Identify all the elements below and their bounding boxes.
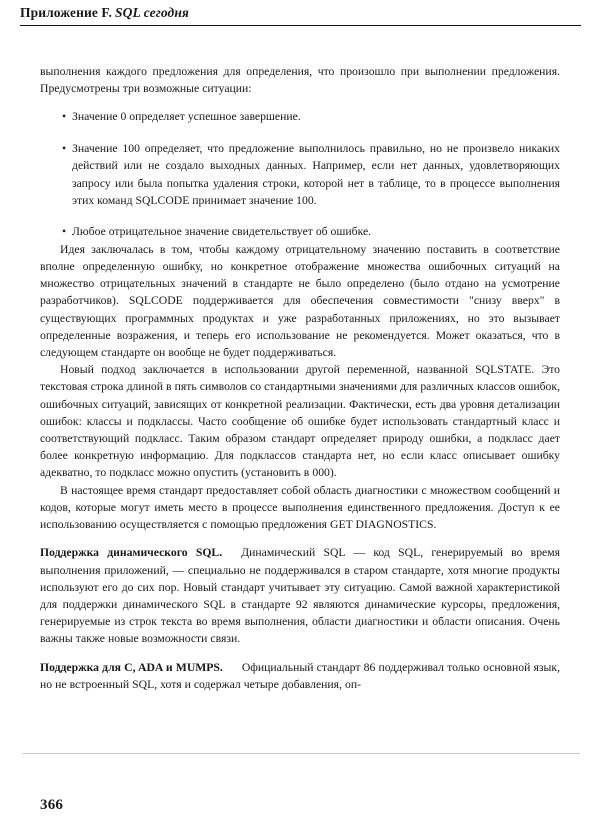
section-c-ada-mumps-heading: Поддержка для C, ADA и MUMPS.	[40, 660, 223, 674]
paragraph-sqlstate: Новый подход заключается в использовании другой переменной, названной SQLSTATE. Это текстовая строка длиной в пять символов со стандартными значениями для различных классов ошибок, ошибочных ситуаций, зависящих от конкретной реализации. Фактически, есть два уровня детализации ошибок: классы и подклассы. Часто сообщение об ошибке будет использовать стандартный класс и соответствующий подкласс. Таким образом стандарт определяет природу ошибки, а подкласс дает более конкретную информацию. Для подклассов стандарта нет, но если класс описывает ошибку адекватно, то подкласс можно опустить (установить в 000).	[40, 363, 560, 480]
section-c-ada-mumps	[40, 659, 560, 693]
running-head	[20, 5, 580, 25]
section-dynamic-sql-heading: Поддержка динамического SQL.	[40, 546, 223, 560]
page-number: 366	[40, 797, 64, 813]
list-item-text: Значение 0 определяет успешное завершение.	[72, 110, 301, 124]
intro-paragraph: выполнения каждого предложения для определения, что произошло при выполнении предложения. Предусмотрены три возможные ситуации:	[40, 65, 560, 96]
list-item-text: Значение 100 определяет, что предложение выполнилось правильно, но не произвело никаких действий или не создало выходных данных. Например, если нет данных, удовлетворяющих запросу или была попытка удаления строки, которой нет в таблице, то в процессе выполнения этих команд SQLCODE принимает значение 100.	[72, 141, 560, 208]
list-item-text: Любое отрицательное значение свидетельствует об ошибке.	[72, 225, 372, 239]
list-item	[40, 108, 560, 125]
bullet-marker-icon: •	[62, 110, 67, 124]
running-head-title: SQL сегодня	[114, 5, 189, 20]
list-item	[40, 223, 560, 240]
paragraph-sqlcode: Идея заключалась в том, чтобы каждому отрицательному значению поставить в соответствие вполне определенную ошибку, но конкретное отображение множества ошибочных ситуаций на множество отрицательных значений в стандарте не было определено (было отдано на усмотрение разработчиков). SQLCODE поддерживается для обеспечения совместимости "снизу вверх" в существующих программных продуктах и уже разработанных приложениях, но это вызывает определенные возражения, и теперь его использование не рекомендуется. Может оказаться, что в следующем стандарте он вообще не будет поддерживаться.	[40, 242, 560, 360]
section-c-ada-mumps-text: Официальный стандарт 86 поддерживал только основной язык, но не встроенный SQL, хотя и содержал четыре добавления, оп-	[40, 660, 560, 691]
header-rule	[20, 25, 581, 26]
list-item	[40, 140, 560, 210]
situations-list	[40, 108, 560, 240]
running-head-prefix: Приложение F.	[20, 5, 112, 20]
bullet-marker-icon: •	[62, 225, 67, 239]
section-dynamic-sql	[40, 544, 560, 647]
section-dynamic-sql-text: Динамический SQL — код SQL, генерируемый во время выполнения приложений, — специально не поддерживался в старом стандарте, хотя многие продукты используют его до сих пор. Новый стандарт учитывает эту ситуацию. Самой важной характеристикой для поддержки динамического SQL в стандарте 92 являются динамические курсоры, предложения, генерируемые из строк текста во время выполнения, области диагностики и области описания. Очень важны также новые возможности связи.	[40, 546, 560, 646]
footer-rule	[22, 753, 580, 754]
bullet-marker-icon: •	[62, 141, 67, 155]
text-column	[40, 63, 560, 693]
paragraph-diagnostics: В настоящее время стандарт предоставляет собой область диагностики с множеством сообщений и кодов, которые могут иметь место в процессе выполнения единственного предложения. Доступ к ее использованию осуществляется с помощью предложения GET DIAGNOSTICS.	[40, 483, 560, 532]
